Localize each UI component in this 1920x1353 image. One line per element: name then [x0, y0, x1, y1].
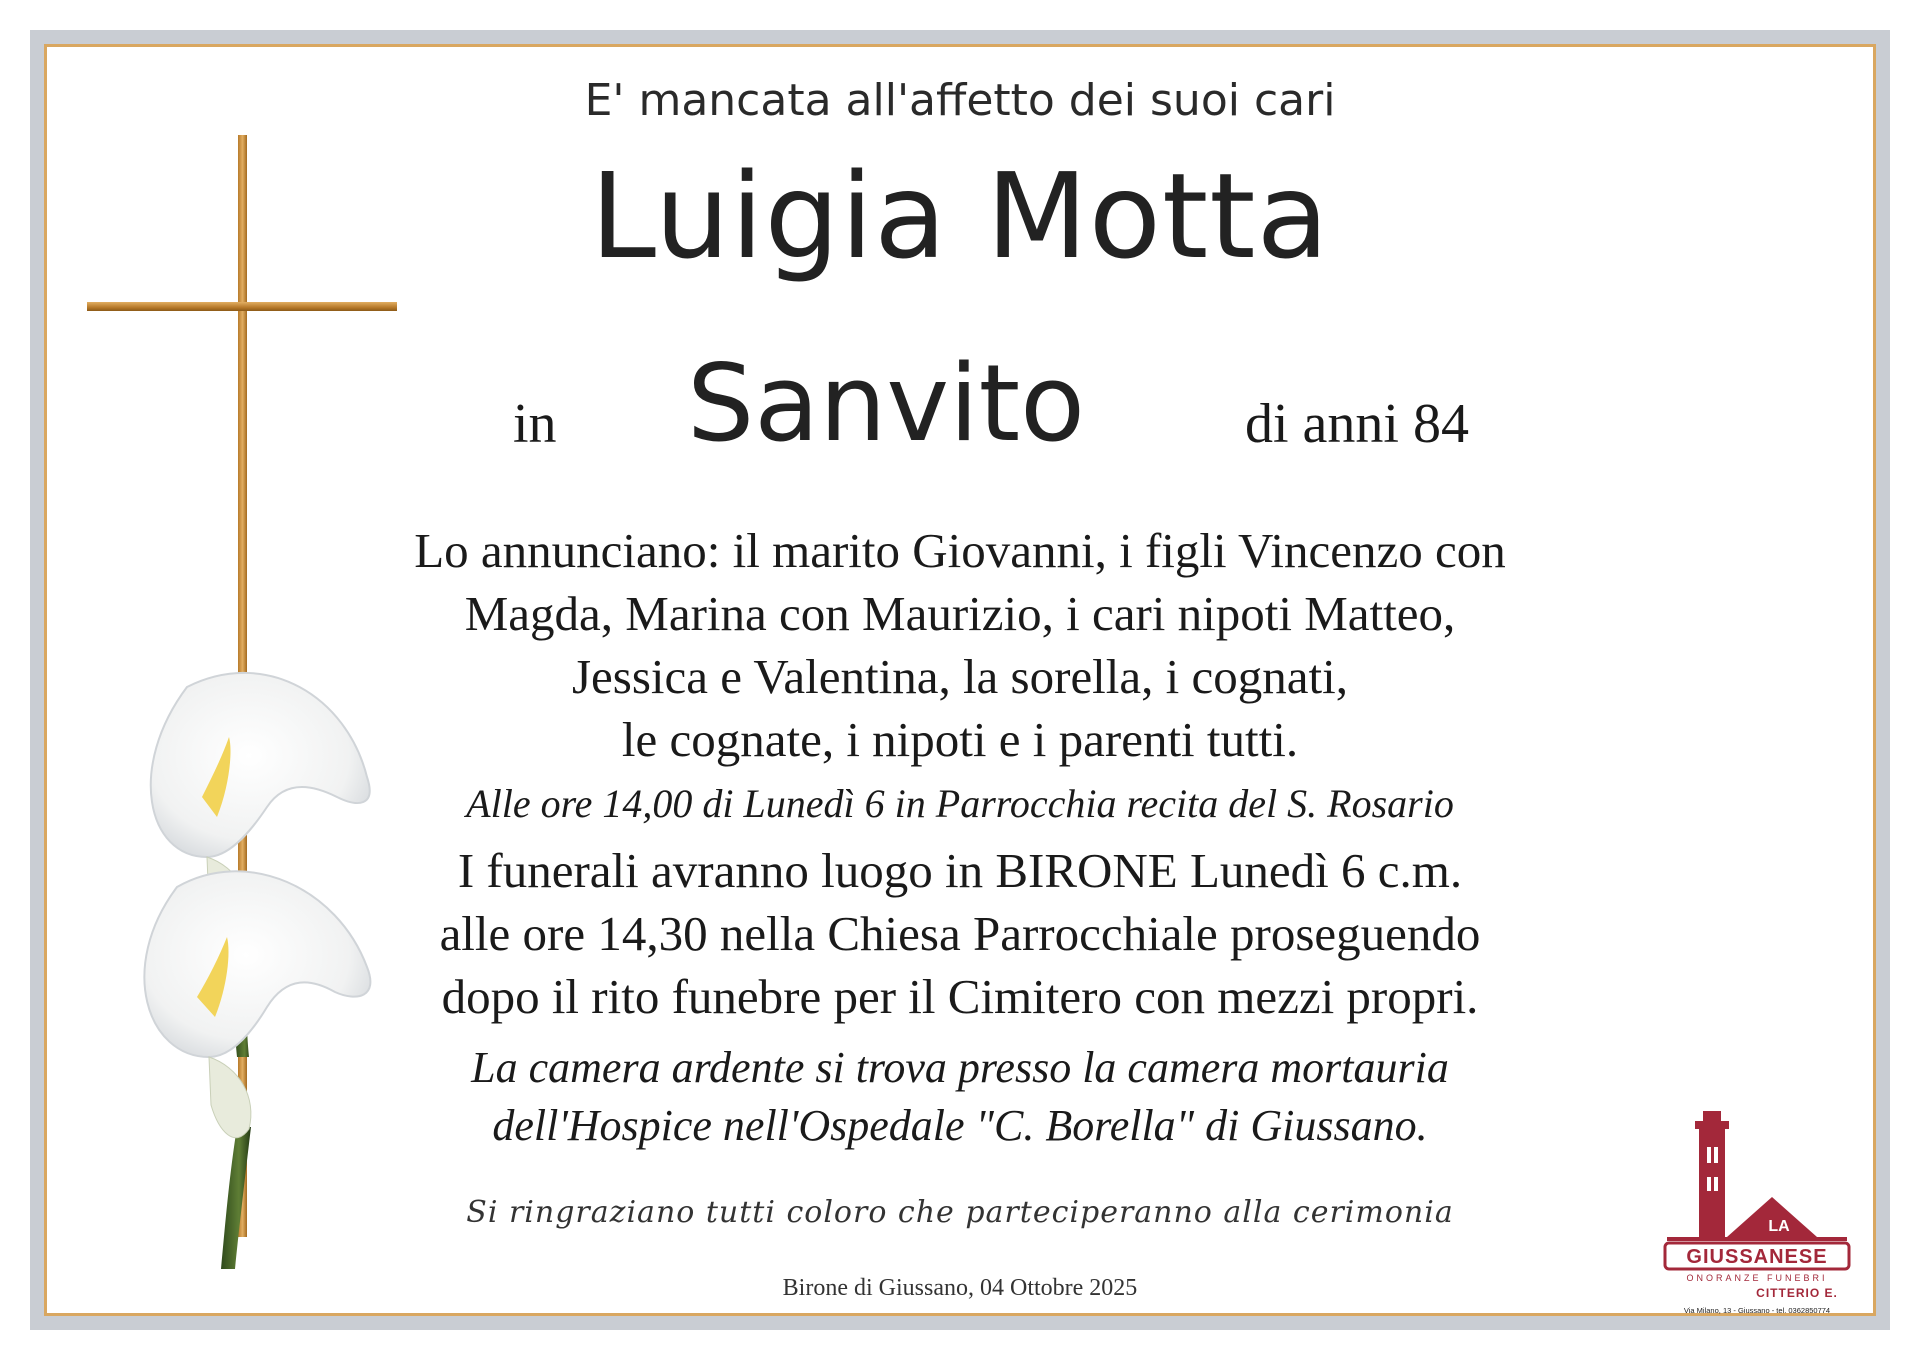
announcement-line: Jessica e Valentina, la sorella, i cognati,	[571, 649, 1349, 704]
announcement-line: le cognate, i nipoti e i parenti tutti.	[621, 712, 1299, 767]
cross-bar	[87, 302, 397, 311]
lead-line: E' mancata all'affetto dei suoi cari	[584, 75, 1336, 126]
deceased-age: di anni 84	[1245, 393, 1469, 455]
logo-owner: CITTERIO E.	[1756, 1286, 1838, 1300]
funeral-home-logo	[1657, 1107, 1857, 1317]
funeral-line: alle ore 14,30 nella Chiesa Parrocchiale proseguendo	[439, 906, 1481, 961]
funeral-home-logo-icon	[1657, 1107, 1857, 1317]
thanks-line: Si ringraziano tutti coloro che parteciperanno alla cerimonia	[466, 1195, 1454, 1230]
logo-brand-top: LA	[1768, 1218, 1790, 1235]
announcement-line: Lo annunciano: il marito Giovanni, i figli Vincenzo con	[414, 523, 1506, 578]
logo-subtitle: ONORANZE FUNEBRI	[1686, 1273, 1828, 1283]
chapel-line: La camera ardente si trova presso la camera mortauria	[471, 1043, 1449, 1092]
funeral-line: I funerali avranno luogo in BIRONE Lunedì 6 c.m.	[457, 843, 1463, 898]
surname-row	[47, 342, 1873, 472]
notice-panel	[47, 47, 1873, 1313]
announcement-line: Magda, Marina con Maurizio, i cari nipoti Matteo,	[464, 586, 1456, 641]
chapel-line: dell'Hospice nell'Ospedale "C. Borella" di Giussano.	[492, 1101, 1428, 1150]
rosary-line: Alle ore 14,00 di Lunedì 6 in Parrocchia recita del S. Rosario	[466, 781, 1454, 826]
place-date: Birone di Giussano, 04 Ottobre 2025	[782, 1275, 1138, 1301]
notice-frame	[44, 44, 1876, 1316]
deceased-surname: Sanvito	[687, 342, 1086, 465]
logo-brand-name: GIUSSANESE	[1686, 1246, 1828, 1268]
logo-address: Via Milano, 13 - Giussano - tel. 0362850774	[1683, 1306, 1831, 1315]
in-word: in	[513, 393, 557, 455]
deceased-name: Luigia Motta	[590, 147, 1330, 285]
funeral-line: dopo il rito funebre per il Cimitero con mezzi propri.	[441, 969, 1479, 1024]
